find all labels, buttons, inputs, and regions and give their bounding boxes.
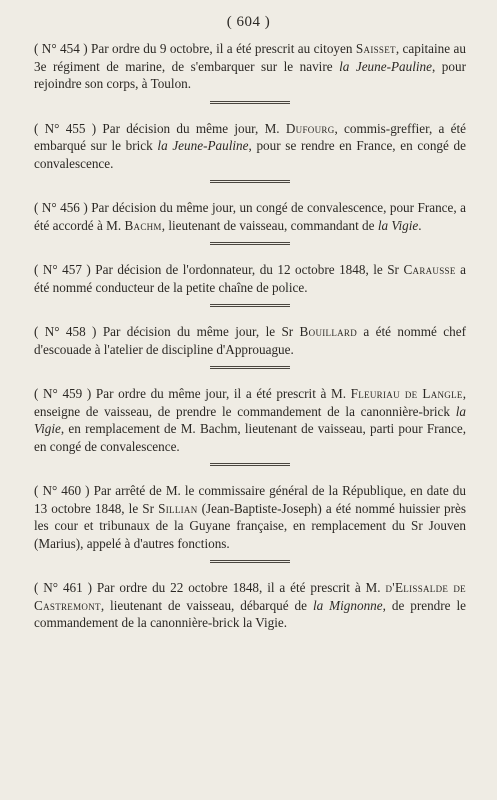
entry-461: ( N° 461 ) Par ordre du 22 octobre 1848, il a été prescrit à M. d'Elissalde de Castremont, lieutenant de vaisseau, débarqué de la Mignonne, de prendre le commandement de la canonnière-brick la Vigie. bbox=[34, 580, 466, 630]
ship-name: la Jeune-Pauline bbox=[157, 138, 249, 153]
person-name: Sillian bbox=[158, 500, 198, 516]
entry-459: ( N° 459 ) Par ordre du même jour, il a été prescrit à M. Fleuriau de Langle, enseigne de vaisseau, de prendre le commandement de la canonnière-brick la Vigie, en remplacement de M. Bachm, lieutenant de vaisseau, parti pour France, en congé de convalescence. bbox=[34, 386, 466, 454]
person-name: Carausse bbox=[403, 262, 456, 277]
entry-number: ( N° 455 ) bbox=[34, 120, 97, 136]
entry-455: ( N° 455 ) Par décision du même jour, M. Dufourg, commis-greffier, a été embarqué sur le brick la Jeune-Pauline, pour se rendre en France, en congé de convalescence. bbox=[34, 120, 466, 171]
person-name: Bachm bbox=[124, 217, 162, 233]
ship-name: la Jeune-Pauline bbox=[339, 58, 433, 74]
separator-rule bbox=[210, 463, 290, 466]
ship-name: la Vigie bbox=[377, 217, 419, 233]
person-name: d'Elissalde de Castremont bbox=[34, 580, 466, 613]
separator-rule bbox=[210, 366, 290, 369]
person-name: Bouillard bbox=[299, 324, 358, 339]
entry-number: ( N° 454 ) bbox=[34, 41, 88, 56]
entry-456: ( N° 456 ) Par décision du même jour, un congé de convalescence, pour France, a été accordé à M. Bachm, lieutenant de vaisseau, commandant de la Vigie. bbox=[34, 200, 466, 233]
entry-458: ( N° 458 ) Par décision du même jour, le Sr Bouillard a été nommé chef d'escouade à l'atelier de discipline d'Approuague. bbox=[34, 324, 466, 357]
separator-rule bbox=[210, 560, 290, 563]
entry-number: ( N° 457 ) bbox=[34, 262, 91, 277]
entry-number: ( N° 456 ) bbox=[34, 200, 88, 215]
entry-454: ( N° 454 ) Par ordre du 9 octobre, il a été prescrit au citoyen Saisset, capitaine au 3e régiment de marine, de s'embarquer sur le navire la Jeune-Pauline, pour rejoindre son corps, à Toulon. bbox=[34, 41, 466, 91]
separator-rule bbox=[210, 180, 290, 183]
entry-number: ( N° 458 ) bbox=[34, 324, 97, 339]
person-name: Dufourg bbox=[285, 120, 335, 136]
ship-name: la Vigie bbox=[34, 403, 466, 436]
entry-number: ( N° 460 ) bbox=[34, 483, 90, 498]
separator-rule bbox=[210, 101, 290, 104]
page-number: ( 604 ) bbox=[226, 14, 271, 30]
entry-number: ( N° 461 ) bbox=[34, 580, 93, 595]
separator-rule bbox=[210, 242, 290, 245]
entries-list bbox=[34, 40, 466, 632]
entry-457: ( N° 457 ) Par décision de l'ordonnateur, du 12 octobre 1848, le Sr Carausse a été nommé conducteur de la petite chaîne de police. bbox=[34, 262, 466, 295]
person-name: Fleuriau de Langle bbox=[350, 386, 463, 401]
entry-460: ( N° 460 ) Par arrêté de M. le commissaire général de la République, en date du 13 octobre 1848, le Sr Sillian (Jean-Baptiste-Joseph) a été nommé huissier près les cour et tribunaux de la Guyane française, en remplacement du Sr Jouven (Marius), appelé à d'autres fonctions. bbox=[34, 483, 466, 551]
separator-rule bbox=[210, 304, 290, 307]
person-name: Saisset bbox=[355, 41, 396, 56]
ship-name: la Mignonne bbox=[312, 597, 383, 613]
entry-number: ( N° 459 ) bbox=[34, 386, 92, 401]
